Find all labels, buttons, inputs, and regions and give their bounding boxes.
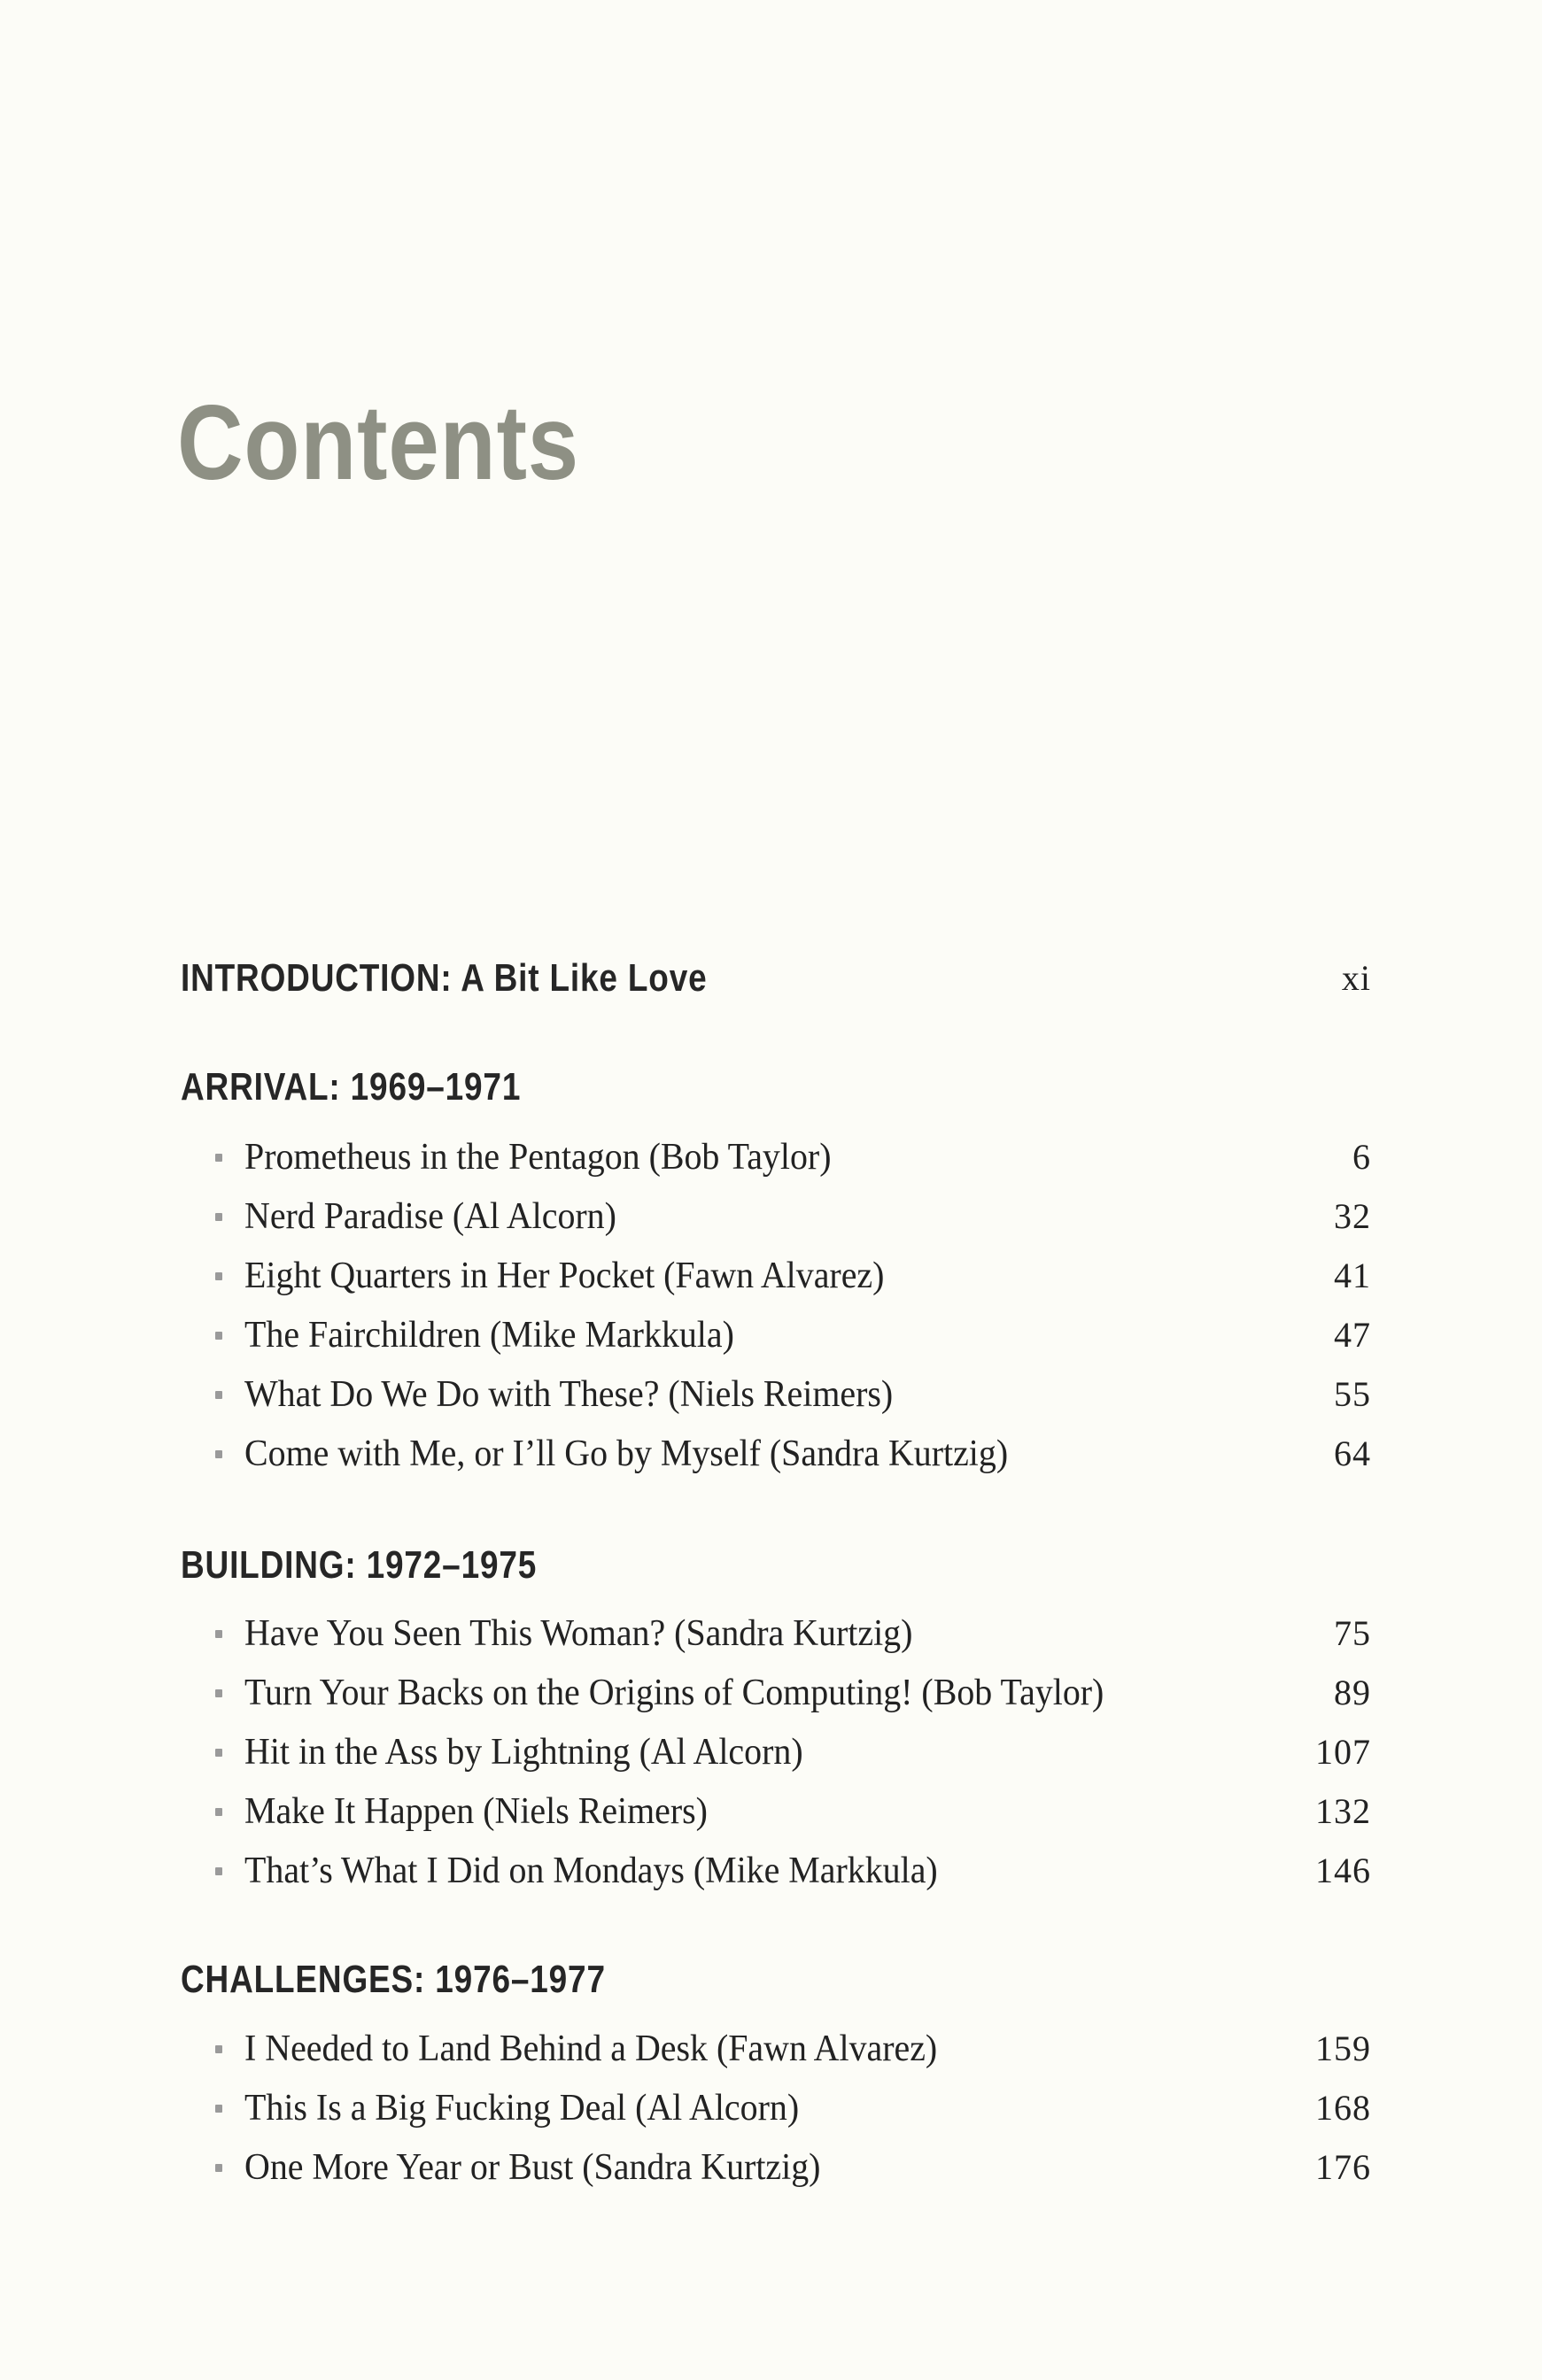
section-label: BUILDING: 1972–1975: [181, 1543, 538, 1587]
bullet-icon: [215, 2045, 222, 2053]
bullet-icon: [215, 1154, 222, 1162]
introduction-label: INTRODUCTION: A Bit Like Love: [181, 956, 708, 1000]
toc-entry[interactable]: [0, 1785, 1542, 1838]
page-number: xi: [1341, 958, 1371, 998]
bullet-icon: [215, 1332, 222, 1340]
toc-introduction[interactable]: [0, 952, 1542, 1005]
toc-entry[interactable]: [0, 2082, 1542, 2135]
page-number: 55: [1334, 1374, 1371, 1414]
entry-title: This Is a Big Fucking Deal (Al Alcorn): [244, 2088, 800, 2129]
section-heading: [0, 1061, 1542, 1114]
page-number: 146: [1315, 1851, 1371, 1890]
entry-title: Have You Seen This Woman? (Sandra Kurtzig): [244, 1613, 913, 1654]
bullet-icon: [215, 1391, 222, 1399]
toc-entry[interactable]: [0, 1666, 1542, 1719]
toc-entry[interactable]: [0, 1368, 1542, 1421]
page-number: 159: [1315, 2028, 1371, 2068]
page-number: 41: [1334, 1256, 1371, 1295]
page-title: Contents: [177, 383, 580, 502]
page-number: 47: [1334, 1315, 1371, 1355]
bullet-icon: [215, 1450, 222, 1458]
page-number: 64: [1334, 1433, 1371, 1473]
bullet-icon: [215, 1808, 222, 1816]
entry-title: One More Year or Bust (Sandra Kurtzig): [244, 2147, 821, 2188]
toc-entry[interactable]: [0, 1131, 1542, 1184]
bullet-icon: [215, 1689, 222, 1697]
page-number: 32: [1334, 1196, 1371, 1236]
section-heading: [0, 1953, 1542, 2006]
toc-entry[interactable]: [0, 1607, 1542, 1660]
entry-title: Come with Me, or I’ll Go by Myself (Sandra Kurtzig): [244, 1433, 1009, 1474]
section-label: ARRIVAL: 1969–1971: [181, 1065, 522, 1109]
toc-entry[interactable]: [0, 1427, 1542, 1480]
toc-entry[interactable]: [0, 2022, 1542, 2075]
toc-entry[interactable]: [0, 1190, 1542, 1243]
page-number: 75: [1334, 1613, 1371, 1653]
bullet-icon: [215, 1272, 222, 1280]
toc-entry[interactable]: [0, 2141, 1542, 2194]
entry-title: What Do We Do with These? (Niels Reimers): [244, 1374, 894, 1415]
entry-title: I Needed to Land Behind a Desk (Fawn Alvarez): [244, 2028, 938, 2069]
entry-title: That’s What I Did on Mondays (Mike Markkula): [244, 1851, 938, 1891]
page-number: 176: [1315, 2147, 1371, 2187]
entry-title: Prometheus in the Pentagon (Bob Taylor): [244, 1137, 832, 1178]
bullet-icon: [215, 1867, 222, 1875]
page-number: 132: [1315, 1791, 1371, 1831]
toc-entry[interactable]: [0, 1249, 1542, 1302]
page-number: 89: [1334, 1673, 1371, 1712]
page-number: 6: [1352, 1137, 1371, 1177]
bullet-icon: [215, 1213, 222, 1221]
toc-entry[interactable]: [0, 1844, 1542, 1897]
bullet-icon: [215, 1630, 222, 1638]
bullet-icon: [215, 2105, 222, 2113]
bullet-icon: [215, 2164, 222, 2172]
entry-title: Turn Your Backs on the Origins of Computing! (Bob Taylor): [244, 1673, 1104, 1713]
entry-title: The Fairchildren (Mike Markkula): [244, 1315, 734, 1356]
section-heading: [0, 1539, 1542, 1592]
page-number: 107: [1315, 1732, 1371, 1772]
page-number: 168: [1315, 2088, 1371, 2128]
toc-entry[interactable]: [0, 1309, 1542, 1362]
bullet-icon: [215, 1749, 222, 1757]
section-label: CHALLENGES: 1976–1977: [181, 1958, 606, 2001]
entry-title: Nerd Paradise (Al Alcorn): [244, 1196, 616, 1237]
entry-title: Hit in the Ass by Lightning (Al Alcorn): [244, 1732, 803, 1773]
toc-entry[interactable]: [0, 1726, 1542, 1779]
entry-title: Make It Happen (Niels Reimers): [244, 1791, 708, 1832]
entry-title: Eight Quarters in Her Pocket (Fawn Alvarez): [244, 1256, 885, 1296]
